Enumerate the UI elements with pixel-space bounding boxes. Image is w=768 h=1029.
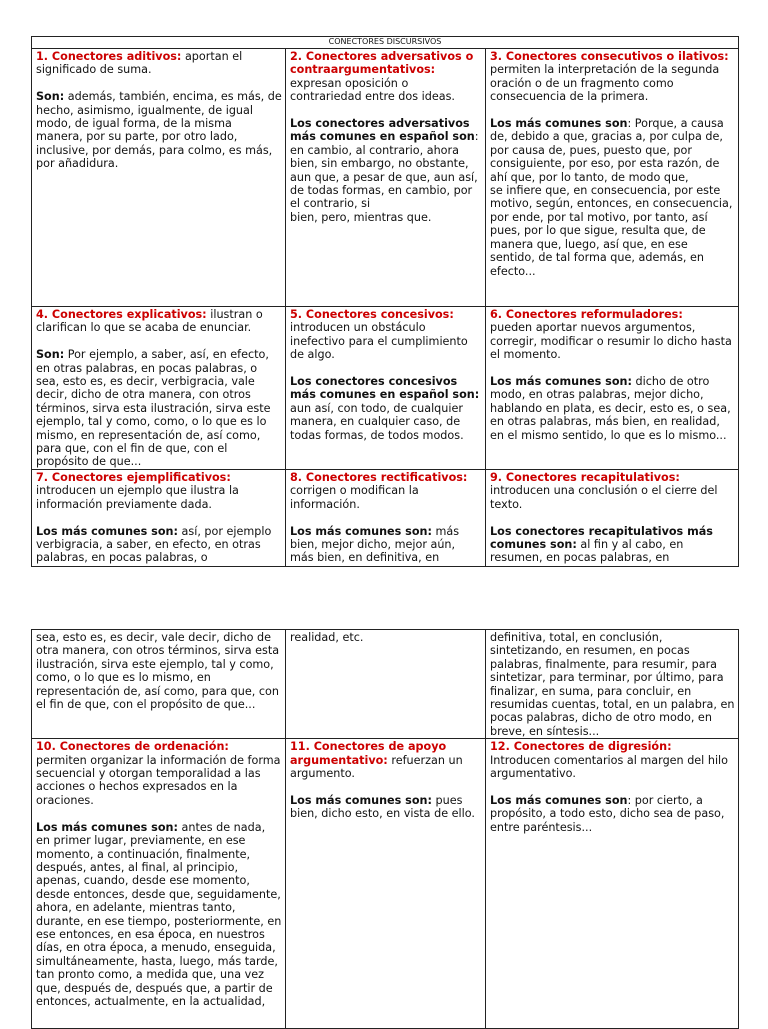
cell-intro: introducen una conclusión o el cierre del texto.	[490, 484, 718, 511]
cell-intro: Introducen comentarios al margen del hilo argumentativo.	[490, 753, 729, 781]
cell-body: más bien, mejor dicho, mejor aún, más bien, en definitiva, en	[290, 524, 460, 565]
cell-heading: 10. Conectores de ordenación:	[36, 740, 229, 754]
cell-intro: introducen un ejemplo que ilustra la información previamente dada.	[36, 484, 239, 511]
cell-label: Los conectores adversativos más comunes en español son	[290, 117, 475, 144]
cell-intro: sea, esto es, es decir, vale decir, dicho de otra manera, con otros términos, sirva esta ilustración, sirva este ejemplo, tal y como, como, o lo que es lo mismo, en representación de, así como, para que, con el fin de que, con el propósito de que...	[36, 631, 280, 712]
table-cell	[32, 49, 286, 307]
table-cell	[286, 49, 486, 307]
cell-body: pues bien, dicho esto, en vista de ello.	[290, 793, 475, 821]
cell-body: dicho de otro modo, en otras palabras, mejor dicho, hablando en plata, es decir, esto es, o sea, en otras palabras, más bien, en realidad, en el mismo sentido, lo que es lo mismo...	[490, 375, 731, 442]
cell-label: Los más comunes son	[490, 117, 628, 131]
table-row	[32, 307, 739, 470]
cell-label: Los conectores concesivos más comunes en español son:	[290, 375, 480, 402]
cell-intro: corrigen o modifican la información.	[290, 484, 419, 511]
table-title: CONECTORES DISCURSIVOS	[32, 37, 739, 49]
cell-intro: permiten la interpretación de la segunda oración o de un fragmento como consecuencia de la primera.	[490, 63, 720, 104]
table-cell	[286, 470, 486, 567]
cell-intro: aportan el significado de suma.	[36, 50, 243, 77]
cell-intro: pueden aportar nuevos argumentos, corregir, modificar o resumir lo dicho hasta el momento.	[490, 321, 732, 362]
cell-label: Los más comunes son:	[290, 524, 432, 538]
cell-body: además, también, encima, es más, de hecho, asimismo, igualmente, de igual modo, de igual forma, de la misma manera, por su parte, por otro lado, inclusive, por demás, para colmo, es más, por añadidura.	[36, 90, 282, 171]
table-cell	[286, 739, 486, 1029]
connectors-table-part-2	[31, 629, 739, 1029]
cell-heading: 5. Conectores concesivos:	[290, 308, 454, 321]
cell-body: : por cierto, a propósito, a todo esto, dicho sea de paso, entre paréntesis...	[490, 793, 725, 834]
table-row	[32, 470, 739, 567]
cell-body: : Porque, a causa de, debido a que, gracias a, por culpa de, por causa de, pues, puesto que, por consiguiente, por eso, por esta razón, de ahí que, por lo tanto, de modo que, se infiere que, en consecuencia, por este motivo, según, entonces, en consecuencia, por ende, por tal motivo, por tanto, así pues, por lo que sigue, resulta que, de manera que, luego, así que, en ese sentido, de tal forma que, además, en efecto...	[490, 117, 733, 278]
table-cell	[486, 630, 739, 739]
table-cell	[486, 49, 739, 307]
cell-heading: 12. Conectores de digresión:	[490, 740, 672, 754]
cell-body: : en cambio, al contrario, ahora bien, sin embargo, no obstante, aun que, a pesar de que, aun así, de todas formas, en cambio, por el contrario, si bien, pero, mientras que.	[290, 130, 479, 224]
cell-heading: 4. Conectores explicativos:	[36, 308, 207, 321]
cell-intro: expresan oposición o contrariedad entre dos ideas.	[290, 76, 455, 104]
cell-label: Los conectores recapitulativos más comunes son:	[490, 524, 713, 552]
cell-label: Los más comunes son:	[290, 793, 432, 807]
table-cell	[486, 307, 739, 470]
table-row	[32, 739, 739, 1029]
cell-body: Por ejemplo, a saber, así, en efecto, en otras palabras, en pocas palabras, o sea, esto es, es decir, verbigracia, vale decir, dicho de otra manera, con otros términos, sirva esta ilustración, sirva este ejemplo, tal y como, como, o lo que es lo mismo, en representación de, así como, para que, con el fin de que, con el propósito de que...	[36, 348, 271, 469]
cell-heading: 11. Conectores de apoyo argumentativo:	[290, 740, 447, 767]
table-cell	[486, 739, 739, 1029]
cell-intro: definitiva, total, en conclusión, sintetizando, en resumen, en pocas palabras, finalmente, para resumir, para sintetizar, para terminar, por último, para finalizar, en suma, para concluir, en resumidas cuentas, total, en un palabra, en pocas palabras, dicho de otro modo, en breve, en síntesis...	[490, 631, 735, 738]
table-cell	[32, 307, 286, 470]
cell-heading: 2. Conectores adversativos o contraargumentativos:	[290, 50, 474, 77]
cell-label: Son:	[36, 90, 65, 104]
table-row	[32, 49, 739, 307]
cell-body: antes de nada, en primer lugar, previamente, en ese momento, a continuación, finalmente, después, antes, al final, al principio, apenas, cuando, desde ese momento, desde entonces, desde que, seguidamente, ahora, en adelante, mientras tanto, durante, en ese tiempo, posteriormente, en ese entonces, en esa época, en nuestros días, en otra época, a menudo, enseguida, simultáneamente, hasta, luego, más tarde, tan pronto como, a medida que, una vez que, después de, después que, a partir de entonces, actualmente, en la actualidad,	[36, 820, 282, 1008]
cell-intro: refuerzan un argumento.	[290, 753, 463, 781]
cell-intro: introducen un obstáculo inefectivo para el cumplimiento de algo.	[290, 321, 468, 362]
cell-body: así, por ejemplo verbigracia, a saber, en efecto, en otras palabras, en pocas palabras, o	[36, 524, 272, 565]
cell-heading: 9. Conectores recapitulativos:	[490, 471, 680, 484]
cell-label: Los más comunes son:	[36, 524, 178, 538]
table-cell	[32, 630, 286, 739]
table-row	[32, 630, 739, 739]
cell-intro: ilustran o clarifican lo que se acaba de enunciar.	[36, 308, 263, 335]
cell-intro: realidad, etc.	[290, 631, 364, 644]
table-cell	[286, 307, 486, 470]
table-cell	[286, 630, 486, 739]
cell-body: aun así, con todo, de cualquier manera, en cualquier caso, de todas formas, de todos modos.	[290, 401, 464, 442]
table-cell	[486, 470, 739, 567]
cell-label: Los más comunes son	[490, 793, 628, 807]
connectors-table-part-1	[31, 36, 739, 567]
cell-body: al fin y al cabo, en resumen, en pocas palabras, en	[490, 538, 684, 565]
table-cell	[32, 739, 286, 1029]
cell-label: Son:	[36, 348, 65, 362]
cell-heading: 8. Conectores rectificativos:	[290, 471, 468, 484]
cell-heading: 7. Conectores ejemplificativos:	[36, 471, 231, 484]
cell-heading: 6. Conectores reformuladores:	[490, 308, 683, 321]
cell-label: Los más comunes son:	[36, 820, 178, 834]
cell-intro: permiten organizar la información de forma secuencial y otorgan temporalidad a las acciones o hechos expresados en la oraciones.	[36, 753, 281, 807]
cell-label: Los más comunes son:	[490, 375, 632, 389]
table-cell	[32, 470, 286, 567]
cell-heading: 3. Conectores consecutivos o ilativos:	[490, 50, 729, 63]
cell-heading: 1. Conectores aditivos:	[36, 50, 182, 63]
